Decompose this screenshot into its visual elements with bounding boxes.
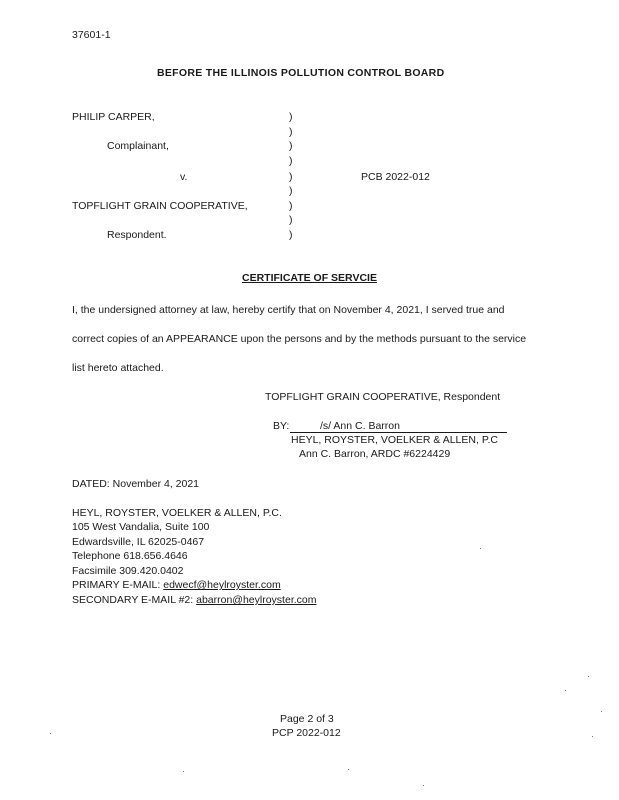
scan-speck bbox=[348, 769, 349, 770]
contact-telephone: Telephone 618.656.4646 bbox=[72, 550, 188, 562]
signature-firm: HEYL, ROYSTER, VOELKER & ALLEN, P.C bbox=[291, 434, 498, 446]
respondent-role: Respondent. bbox=[107, 229, 167, 241]
by-label: BY: bbox=[273, 420, 290, 432]
scan-speck bbox=[423, 785, 424, 786]
contact-firm: HEYL, ROYSTER, VOELKER & ALLEN, P.C. bbox=[72, 507, 282, 519]
contact-facsimile: Facsimile 309.420.0402 bbox=[72, 565, 184, 577]
page-number: Page 2 of 3 bbox=[280, 713, 334, 725]
caption-paren: ) bbox=[289, 200, 293, 212]
respondent-name: TOPFLIGHT GRAIN COOPERATIVE, bbox=[72, 200, 248, 212]
caption-paren: ) bbox=[289, 171, 293, 183]
primary-email-link[interactable]: edwecf@heylroyster.com bbox=[163, 579, 281, 591]
signing-party: TOPFLIGHT GRAIN COOPERATIVE, Respondent bbox=[265, 391, 501, 403]
certificate-body-line: I, the undersigned attorney at law, hereby certify that on November 4, 2021, I served true and bbox=[72, 304, 505, 316]
caption-paren: ) bbox=[289, 126, 293, 138]
case-number: PCB 2022-012 bbox=[361, 171, 430, 183]
contact-city: Edwardsville, IL 62025-0467 bbox=[72, 536, 205, 548]
certificate-body-line: list hereto attached. bbox=[72, 362, 164, 374]
scan-speck bbox=[50, 733, 51, 734]
board-title: BEFORE THE ILLINOIS POLLUTION CONTROL BOARD bbox=[157, 67, 445, 79]
complainant-role: Complainant, bbox=[107, 140, 169, 152]
electronic-signature: /s/ Ann C. Barron bbox=[320, 420, 400, 432]
scan-speck bbox=[592, 736, 593, 737]
secondary-email-label: SECONDARY E-MAIL #2: bbox=[72, 594, 194, 606]
scan-speck bbox=[588, 676, 589, 677]
primary-email-label: PRIMARY E-MAIL: bbox=[72, 579, 161, 591]
secondary-email-link[interactable]: abarron@heylroyster.com bbox=[196, 594, 317, 606]
contact-secondary-email bbox=[72, 594, 317, 606]
contact-street: 105 West Vandalia, Suite 100 bbox=[72, 521, 210, 533]
caption-paren: ) bbox=[289, 214, 293, 226]
signature-attorney: Ann C. Barron, ARDC #6224429 bbox=[299, 448, 451, 460]
versus-label: v. bbox=[180, 171, 188, 183]
contact-primary-email bbox=[72, 579, 281, 591]
document-id: 37601-1 bbox=[72, 29, 111, 41]
caption-paren: ) bbox=[289, 155, 293, 167]
dated-line: DATED: November 4, 2021 bbox=[72, 478, 200, 490]
scan-speck bbox=[601, 711, 602, 712]
caption-paren: ) bbox=[289, 111, 293, 123]
scan-speck bbox=[183, 771, 184, 772]
caption-paren: ) bbox=[289, 229, 293, 241]
footer-case-ref: PCP 2022-012 bbox=[272, 727, 341, 739]
scan-speck bbox=[565, 690, 566, 691]
complainant-name: PHILIP CARPER, bbox=[72, 111, 155, 123]
caption-paren: ) bbox=[289, 185, 293, 197]
scan-speck bbox=[480, 548, 481, 549]
caption-paren: ) bbox=[289, 140, 293, 152]
signature-line bbox=[290, 420, 507, 433]
certificate-heading: CERTIFICATE OF SERVCIE bbox=[242, 272, 377, 284]
certificate-body-line: correct copies of an APPEARANCE upon the persons and by the methods pursuant to the service bbox=[72, 333, 527, 345]
